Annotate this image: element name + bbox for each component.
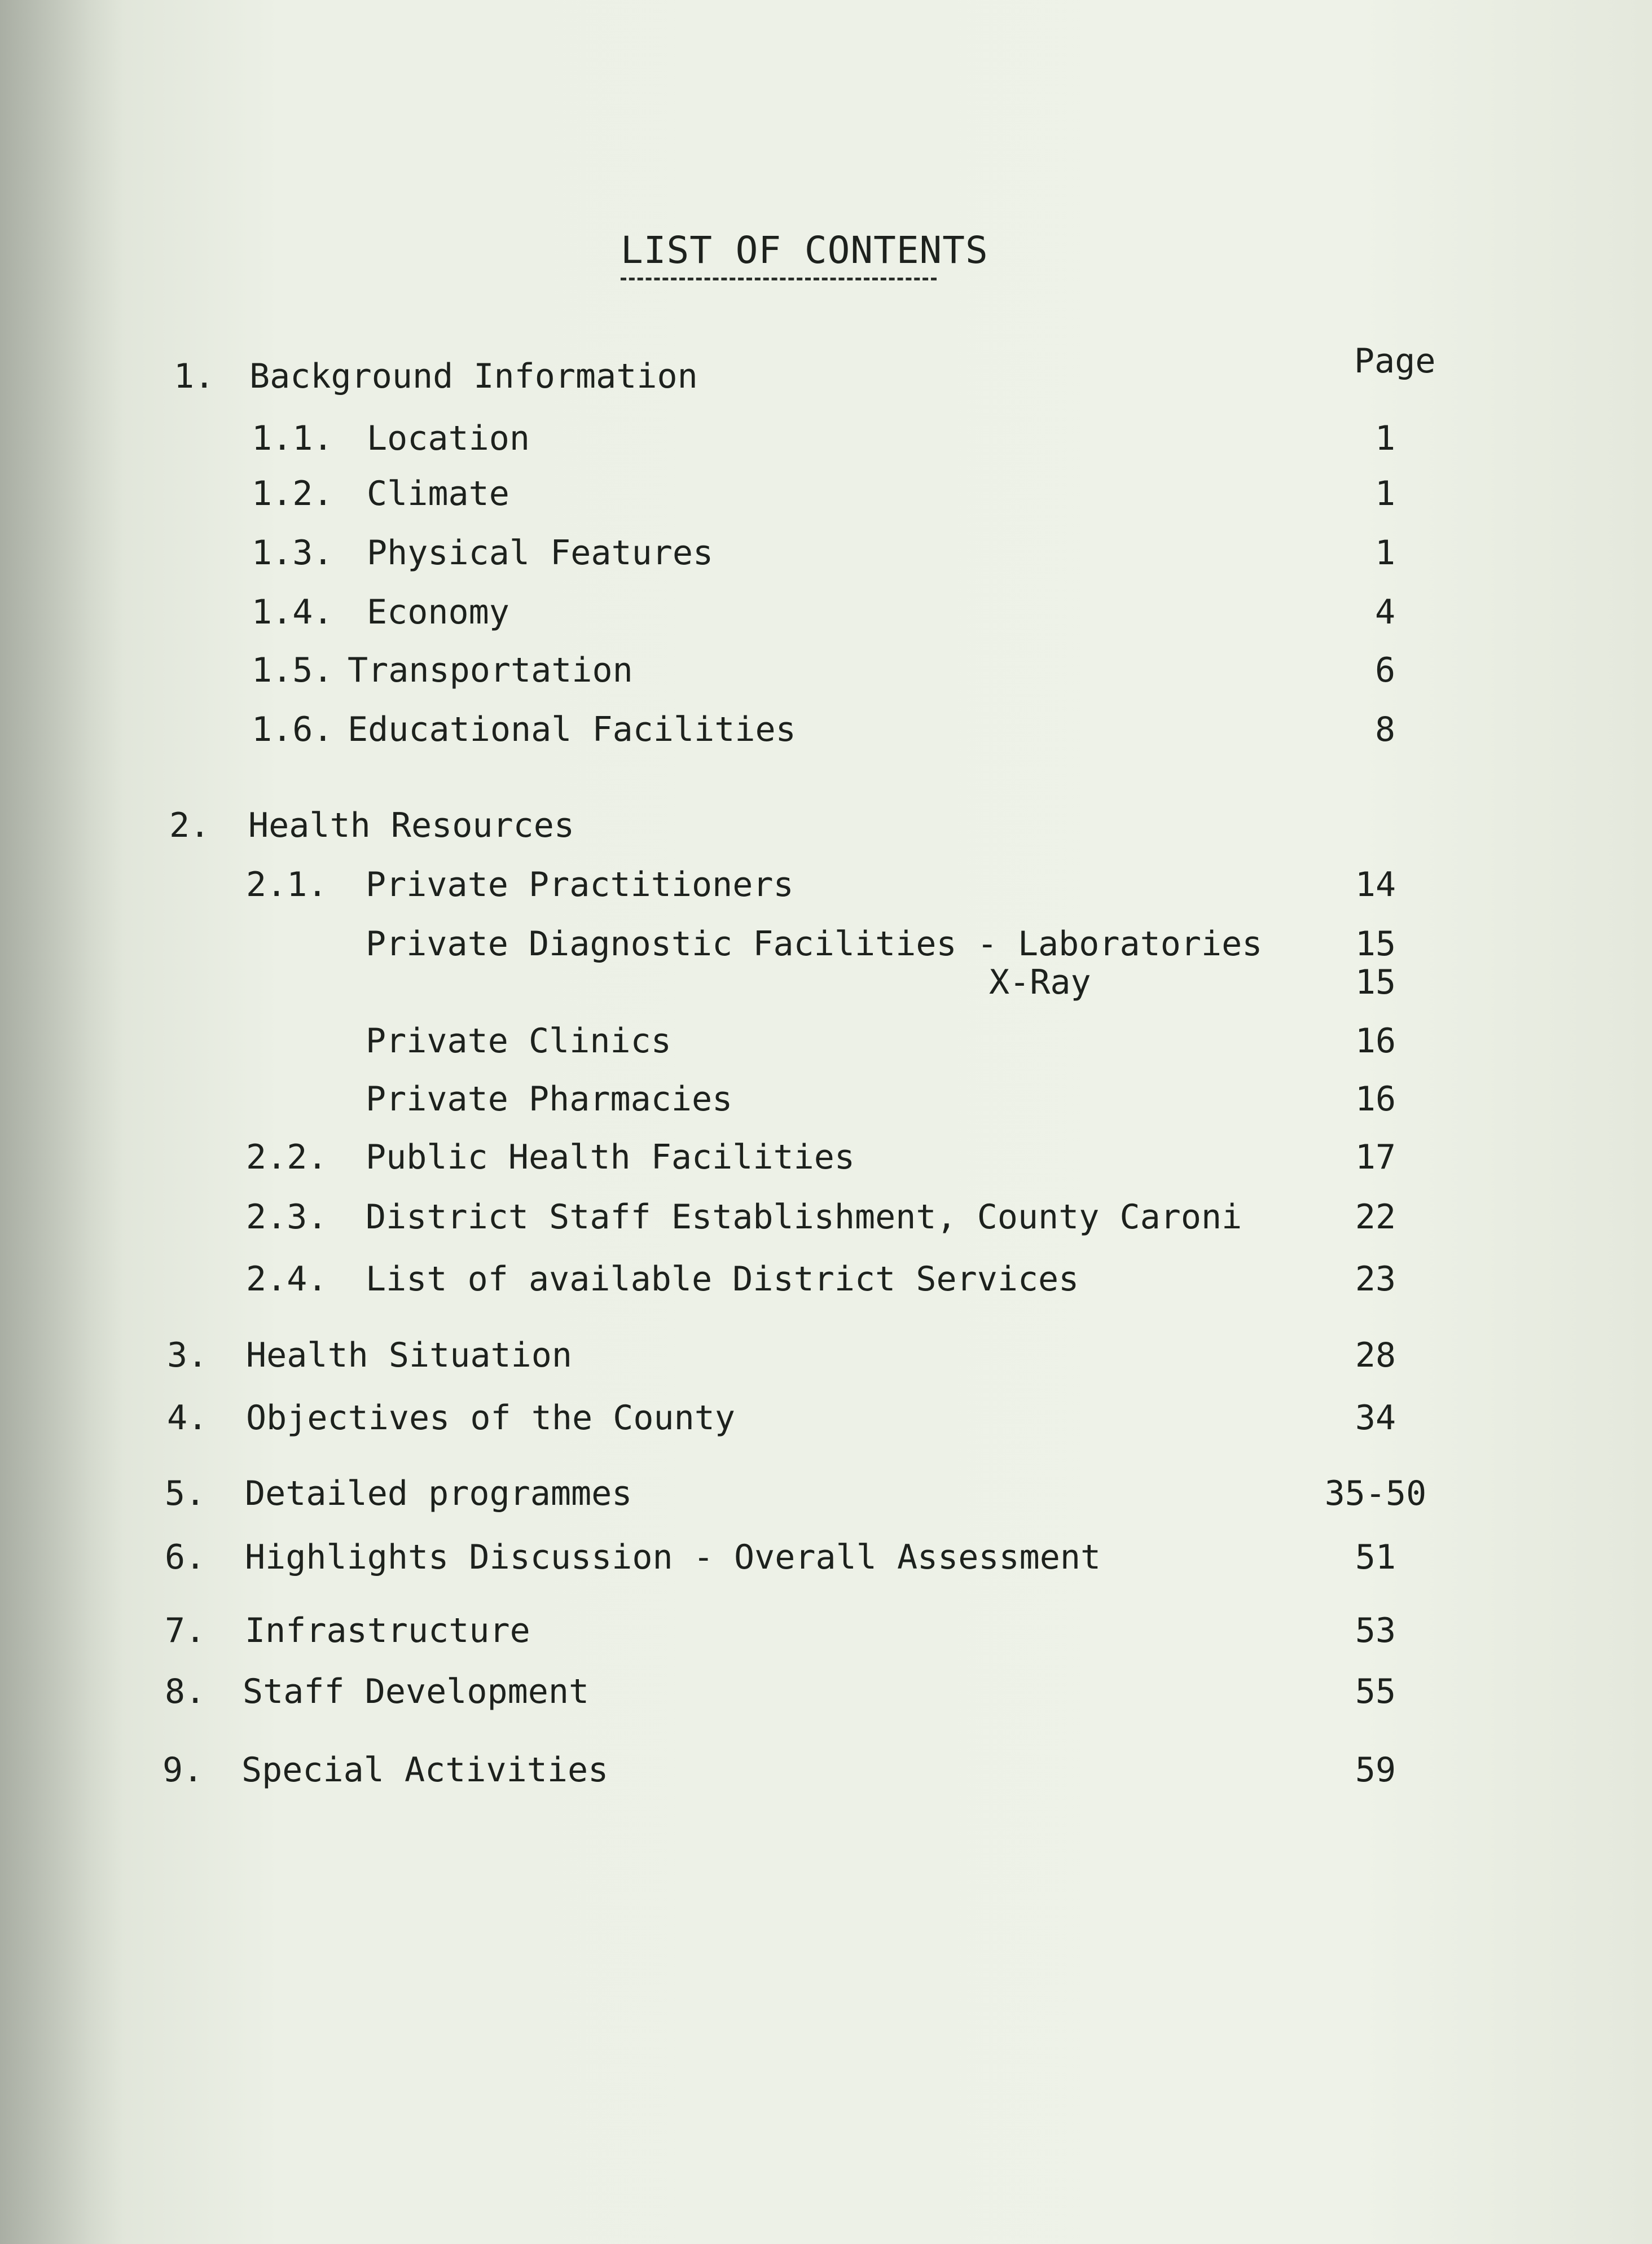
entry-page: 14 bbox=[1355, 865, 1396, 904]
entry-label: Highlights Discussion - Overall Assessment bbox=[245, 1538, 1101, 1577]
entry-label: Climate bbox=[367, 474, 509, 513]
entry-number: 8. bbox=[165, 1672, 206, 1711]
entry-label: District Staff Establishment, County Caroni bbox=[366, 1197, 1242, 1237]
entry-page: 15 bbox=[1355, 963, 1396, 1002]
entry-number: 1. bbox=[174, 357, 215, 396]
entry-label: Educational Facilities bbox=[348, 710, 796, 749]
entry-label: Private Pharmacies bbox=[366, 1079, 733, 1119]
entry-number: 1.1. bbox=[252, 419, 333, 458]
entry-page: 51 bbox=[1355, 1538, 1396, 1577]
page-column-header: Page bbox=[1354, 341, 1436, 381]
entry-label: X-Ray bbox=[989, 963, 1091, 1002]
entry-number: 2.2. bbox=[246, 1138, 328, 1177]
entry-number: 9. bbox=[162, 1750, 204, 1790]
toc-entry bbox=[0, 1611, 1652, 1662]
toc-entry bbox=[0, 1398, 1652, 1449]
entry-label: Staff Development bbox=[243, 1672, 590, 1711]
entry-page: 4 bbox=[1374, 592, 1396, 632]
entry-page: 8 bbox=[1374, 710, 1396, 749]
toc-entry bbox=[0, 1079, 1652, 1130]
toc-entry bbox=[0, 1021, 1652, 1072]
entry-label: Private Practitioners bbox=[366, 865, 794, 904]
entry-number: 5. bbox=[165, 1474, 206, 1513]
entry-page: 16 bbox=[1355, 1079, 1396, 1119]
toc-entry bbox=[0, 1672, 1652, 1723]
entry-page: 34 bbox=[1355, 1398, 1396, 1438]
toc-entry bbox=[0, 1336, 1652, 1386]
entry-page: 35-50 bbox=[1324, 1474, 1427, 1513]
entry-label: Location bbox=[367, 419, 530, 458]
entry-page: 22 bbox=[1355, 1197, 1396, 1237]
entry-page: 23 bbox=[1355, 1259, 1396, 1299]
entry-number: 1.5. bbox=[252, 651, 333, 690]
toc-entry bbox=[0, 1138, 1652, 1188]
entry-label: Detailed programmes bbox=[245, 1474, 632, 1513]
entry-label: Private Diagnostic Facilities - Laboratories bbox=[366, 924, 1263, 964]
entry-page: 1 bbox=[1374, 533, 1396, 573]
entry-label: Physical Features bbox=[367, 533, 714, 573]
toc-entry bbox=[0, 419, 1652, 469]
toc-entry bbox=[0, 357, 1652, 407]
entry-label: Economy bbox=[367, 592, 509, 632]
toc-entry bbox=[0, 710, 1652, 761]
toc-entry bbox=[0, 592, 1652, 643]
entry-page: 16 bbox=[1355, 1021, 1396, 1061]
entry-page: 6 bbox=[1374, 651, 1396, 690]
toc-entry bbox=[0, 1197, 1652, 1248]
title-underline bbox=[621, 278, 937, 280]
entry-label: Background Information bbox=[249, 357, 698, 396]
entry-number: 2.4. bbox=[246, 1259, 328, 1299]
entry-label: Objectives of the County bbox=[246, 1398, 735, 1438]
entry-label: Private Clinics bbox=[366, 1021, 671, 1061]
entry-number: 2.1. bbox=[246, 865, 328, 904]
toc-entry bbox=[0, 1750, 1652, 1801]
entry-page: 55 bbox=[1355, 1672, 1396, 1711]
toc-entry bbox=[0, 533, 1652, 584]
page-title: LIST OF CONTENTS bbox=[621, 229, 988, 272]
toc-entry bbox=[0, 1259, 1652, 1310]
entry-label: Health Resources bbox=[248, 806, 574, 845]
entry-number: 2. bbox=[169, 806, 210, 845]
toc-entry bbox=[0, 865, 1652, 916]
toc-entry bbox=[0, 806, 1652, 857]
entry-label: Infrastructure bbox=[245, 1611, 530, 1650]
entry-number: 6. bbox=[165, 1538, 206, 1577]
entry-number: 2.3. bbox=[246, 1197, 328, 1237]
entry-label: Transportation bbox=[348, 651, 633, 690]
entry-number: 1.6. bbox=[252, 710, 333, 749]
entry-page: 28 bbox=[1355, 1336, 1396, 1375]
entry-page: 59 bbox=[1355, 1750, 1396, 1790]
entry-label: Special Activities bbox=[241, 1750, 609, 1790]
entry-label: Public Health Facilities bbox=[366, 1138, 855, 1177]
toc-entry bbox=[0, 963, 1652, 1013]
entry-number: 1.4. bbox=[252, 592, 333, 632]
entry-number: 4. bbox=[167, 1398, 208, 1438]
toc-entry bbox=[0, 474, 1652, 525]
entry-page: 17 bbox=[1355, 1138, 1396, 1177]
entry-page: 53 bbox=[1355, 1611, 1396, 1650]
entry-number: 3. bbox=[167, 1336, 208, 1375]
toc-entry bbox=[0, 1538, 1652, 1588]
entry-page: 15 bbox=[1355, 924, 1396, 964]
entry-number: 1.2. bbox=[252, 474, 333, 513]
entry-page: 1 bbox=[1374, 419, 1396, 458]
entry-label: Health Situation bbox=[246, 1336, 572, 1375]
entry-number: 1.3. bbox=[252, 533, 333, 573]
toc-entry bbox=[0, 1474, 1652, 1525]
entry-label: List of available District Services bbox=[366, 1259, 1079, 1299]
entry-page: 1 bbox=[1374, 474, 1396, 513]
entry-number: 7. bbox=[165, 1611, 206, 1650]
toc-entry bbox=[0, 651, 1652, 701]
